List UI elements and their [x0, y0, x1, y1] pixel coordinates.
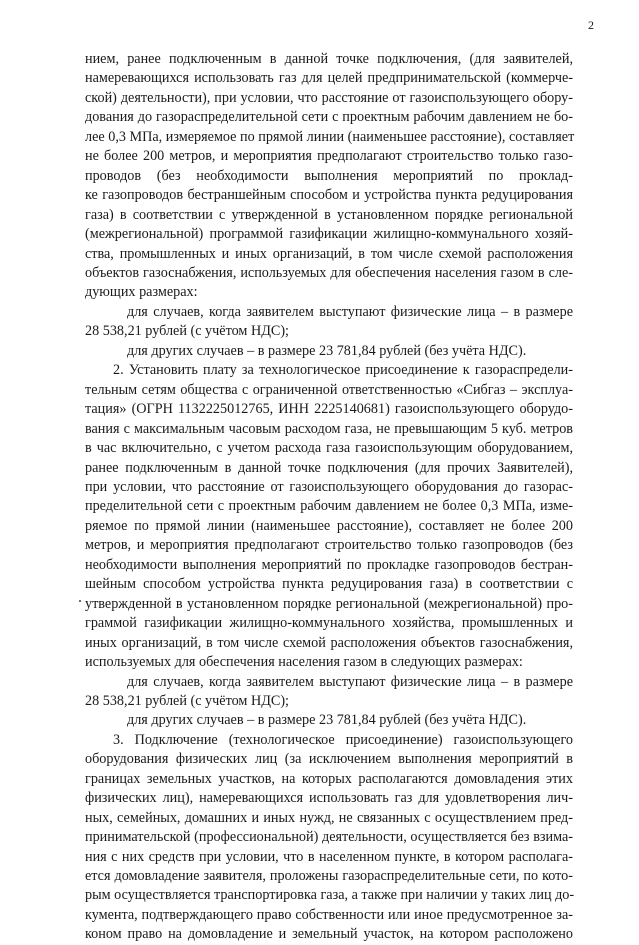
text-line: границах земельных участков, на которых располагаются домовладения этих: [85, 770, 573, 787]
text-line: ряемое по прямой линии (наименьшее расстояние), составляет не более 200: [85, 517, 573, 534]
text-line: ранее подключенным в данной точке подключения (для прочих Заявителей),: [85, 459, 573, 476]
text-line: граммой газификации жилищно-коммунального хозяйства, промышленных и: [85, 615, 573, 632]
page-number: 2: [588, 18, 594, 32]
text-line: ния с них средств при условии, что в населенном пункте, в котором располага-: [85, 848, 573, 865]
text-line: необходимости выполнения мероприятий по прокладке газопроводов бестран-: [85, 556, 573, 573]
text-line: иных организаций, в том числе схемой расположения объектов газоснабжения,: [85, 634, 573, 651]
text-line: намеревающихся использовать газ для целей предпринимательской (коммерче-: [85, 70, 573, 87]
text-line: тельным сетям общества с ограниченной ответственностью «Сибгаз – эксплуа-: [85, 381, 573, 398]
text-line: 2. Установить плату за технологическое присоединение к газораспредели-: [113, 362, 573, 379]
text-line: (межрегиональной) программой газификации жилищно-коммунального хозяй-: [85, 226, 573, 243]
text-line: метров, и мероприятия предполагают строительство только газопроводов (без: [85, 537, 573, 554]
text-line: для других случаев – в размере 23 781,84 рублей (без учёта НДС).: [127, 342, 527, 359]
text-line: лее 0,3 МПа, измеряемое по прямой линии (наименьшее расстояние), составляет: [85, 128, 575, 145]
text-line: рым осуществляется транспортировка газа, а также при наличии у таких лиц до-: [85, 887, 575, 904]
text-line: вания с максимальным часовым расходом газа, не превышающим 5 куб. метров: [85, 420, 573, 437]
text-line: ных, семейных, домашних и иных нужд, не связанных с осуществлением пред-: [85, 809, 573, 826]
text-line: 3. Подключение (технологическое присоединение) газоиспользующего: [113, 731, 573, 748]
text-line: для случаев, когда заявителем выступают физические лица – в размере: [127, 303, 573, 320]
text-line: ства, промышленных и иных организаций, в том числе схемой расположения: [85, 245, 573, 262]
text-line: коном право на домовладение и земельный участок, на котором расположено: [85, 926, 573, 943]
text-line: 28 538,21 рублей (с учётом НДС);: [85, 692, 289, 709]
text-line: физических лиц), намеревающихся использовать газ для удовлетворения лич-: [85, 790, 573, 807]
text-line: дующих размерах:: [85, 284, 198, 301]
text-line: для других случаев – в размере 23 781,84 рублей (без учёта НДС).: [127, 712, 527, 729]
text-line: ется домовладение заявителя, проложены газораспределительные сети, по кото-: [85, 868, 573, 885]
text-line: для случаев, когда заявителем выступают физические лица – в размере: [127, 673, 573, 690]
document-body: [85, 50, 573, 945]
text-line: дования до газораспределительной сети с проектным рабочим давлением не бо-: [85, 109, 573, 126]
text-line: оборудования физических лиц (за исключением выполнения мероприятий в: [85, 751, 573, 768]
text-line: ской) деятельности), при условии, что расстояние от газоиспользующего обору-: [85, 89, 573, 106]
text-line: объектов газоснабжения, используемых для обеспечения населения газом в сле-: [85, 264, 573, 281]
text-line: пределительной сети с проектным рабочим давлением не более 0,3 МПа, изме-: [85, 498, 573, 515]
text-line: нием, ранее подключенным в данной точке подключения, (для заявителей,: [85, 51, 573, 67]
text-line: при условии, что расстояние от газоиспользующего оборудования до газорас-: [85, 478, 573, 495]
text-line: кумента, подтверждающего право собственности или иное предусмотренное за-: [85, 906, 573, 923]
text-line: утвержденной в установленном порядке региональной (межрегиональной) про-: [85, 595, 573, 612]
text-line: 28 538,21 рублей (с учётом НДС);: [85, 323, 289, 340]
text-line: используемых для обеспечения населения газом в следующих размерах:: [85, 654, 523, 671]
text-line: в час включительно, с учетом расхода газа газоиспользующим оборудованием,: [85, 440, 573, 457]
text-line: принимательской (профессиональной) деятельности, осуществляется без взима-: [85, 829, 573, 846]
text-line: не более 200 метров, и мероприятия предполагают строительство только газо-: [85, 148, 573, 165]
text-line: ке газопроводов бестраншейным способом и устройства пункта редуцирования: [85, 187, 573, 204]
text-line: тация» (ОГРН 1132225012765, ИНН 2225140681) газоиспользующего оборудо-: [85, 401, 573, 418]
text-line: газа) в соответствии с утвержденной в установленном порядке региональной: [85, 206, 573, 223]
scan-speck: [79, 600, 81, 602]
text-line: проводов (без необходимости выполнения мероприятий по проклад-: [85, 167, 573, 184]
text-line: шейным способом устройства пункта редуцирования газа) в соответствии с: [85, 576, 573, 593]
